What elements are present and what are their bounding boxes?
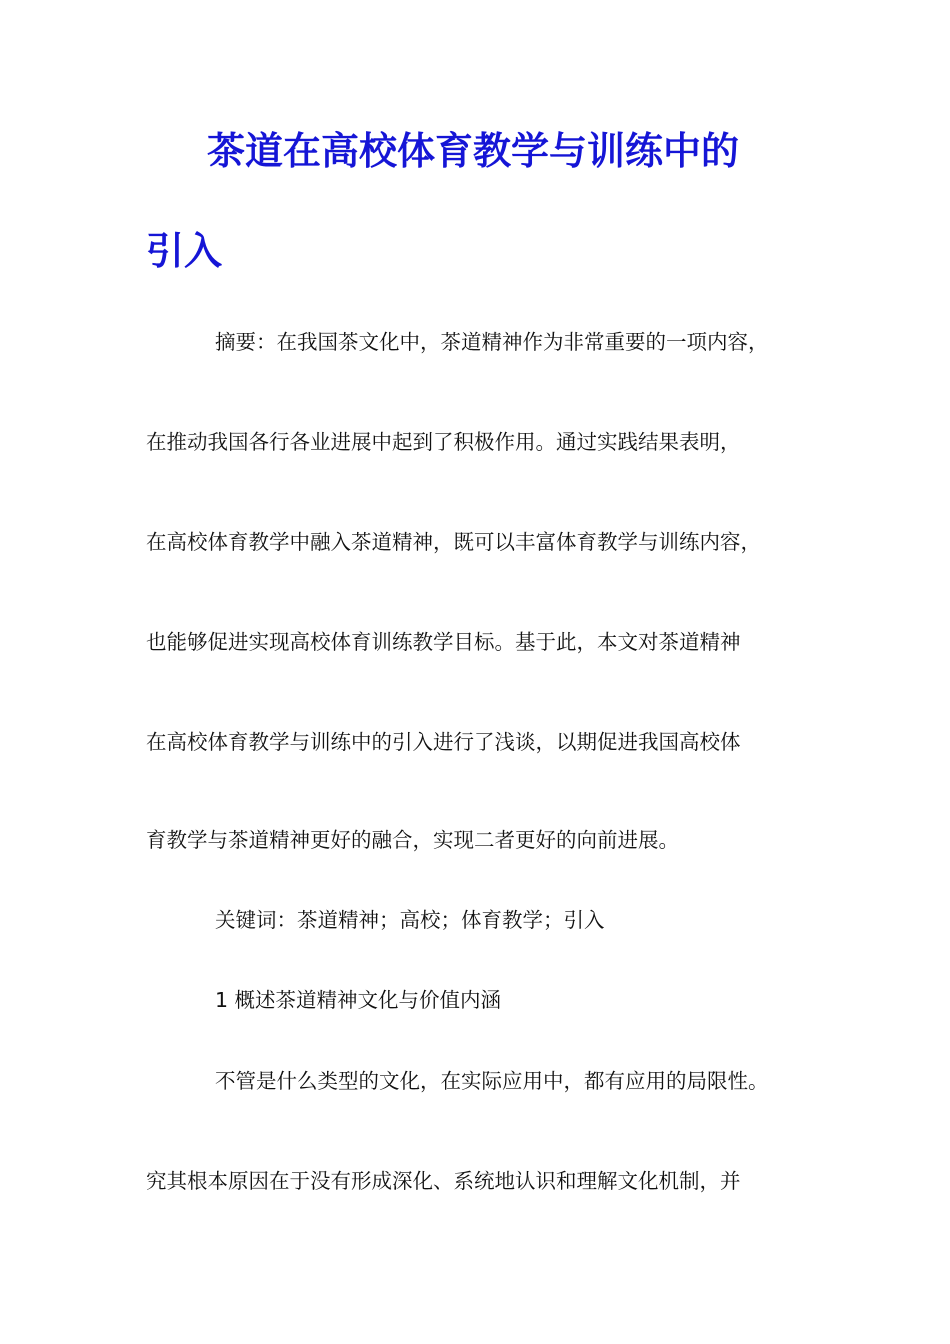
keywords-line: 关键词：茶道精神；高校；体育教学；引入	[215, 908, 605, 932]
section-heading: 1 概述茶道精神文化与价值内涵	[215, 988, 502, 1012]
abstract-line-3: 在高校体育教学中融入茶道精神，既可以丰富体育教学与训练内容，	[146, 530, 761, 554]
abstract-line-2: 在推动我国各行各业进展中起到了积极作用。通过实践结果表明，	[146, 430, 741, 454]
document-title-line-2: 引入	[146, 228, 223, 273]
abstract-line-1: 摘要：在我国茶文化中，茶道精神作为非常重要的一项内容，	[215, 330, 769, 354]
abstract-line-4: 也能够促进实现高校体育训练教学目标。基于此，本文对茶道精神	[146, 630, 741, 654]
body-line-1: 不管是什么类型的文化，在实际应用中，都有应用的局限性。	[215, 1069, 769, 1093]
body-line-2: 究其根本原因在于没有形成深化、系统地认识和理解文化机制，并	[146, 1169, 741, 1193]
abstract-line-5: 在高校体育教学与训练中的引入进行了浅谈，以期促进我国高校体	[146, 730, 741, 754]
document-title-line-1: 茶道在高校体育教学与训练中的	[207, 128, 740, 173]
abstract-line-6: 育教学与茶道精神更好的融合，实现二者更好的向前进展。	[146, 828, 679, 852]
